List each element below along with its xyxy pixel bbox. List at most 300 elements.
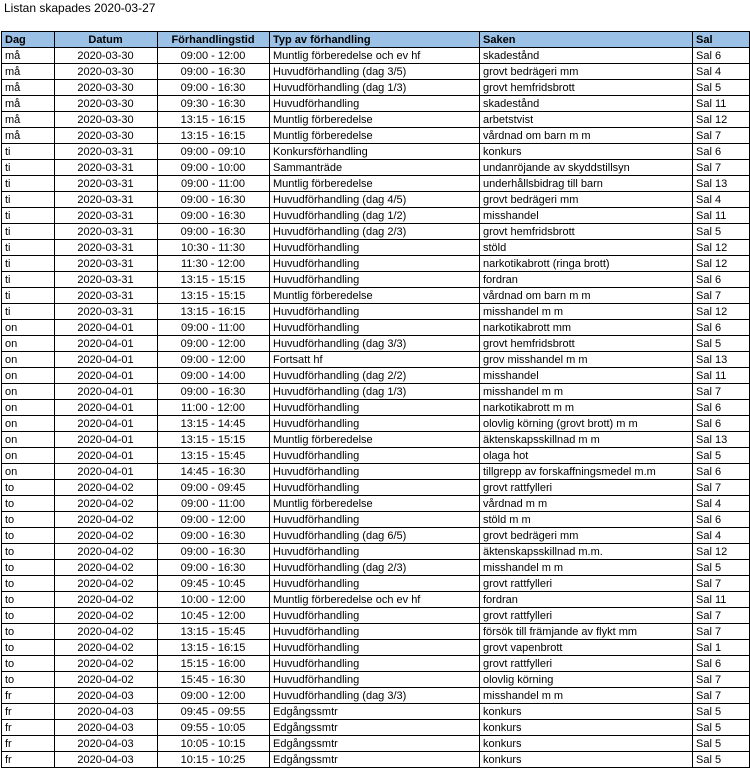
cell-sal: Sal 6 [693, 320, 750, 336]
cell-sal: Sal 7 [693, 288, 750, 304]
cell-saken: narkotikabrott (ringa brott) [480, 256, 693, 272]
table-row [2, 400, 750, 416]
table-row [2, 720, 750, 736]
cell-forhandlingstid: 13:15 - 15:15 [158, 272, 270, 288]
table-row [2, 480, 750, 496]
cell-dag: on [2, 368, 55, 384]
cell-saken: grovt rattfylleri [480, 480, 693, 496]
table-row [2, 96, 750, 112]
column-header-forhandlingstid: Förhandlingstid [158, 32, 270, 48]
cell-forhandlingstid: 10:05 - 10:15 [158, 736, 270, 752]
cell-saken: äktenskapsskillnad m m [480, 432, 693, 448]
cell-saken: konkurs [480, 752, 693, 768]
cell-dag: to [2, 592, 55, 608]
table-row [2, 672, 750, 688]
cell-saken: grovt hemfridsbrott [480, 224, 693, 240]
table-row [2, 208, 750, 224]
cell-datum: 2020-04-02 [55, 672, 158, 688]
cell-dag: ti [2, 144, 55, 160]
cell-forhandlingstid: 13:15 - 15:45 [158, 624, 270, 640]
table-row [2, 304, 750, 320]
cell-datum: 2020-04-02 [55, 624, 158, 640]
cell-typ: Edgångssmtr [270, 704, 480, 720]
cell-typ: Muntlig förberedelse [270, 112, 480, 128]
cell-saken: grovt bedrägeri mm [480, 192, 693, 208]
cell-sal: Sal 12 [693, 304, 750, 320]
table-row [2, 528, 750, 544]
table-row [2, 592, 750, 608]
cell-sal: Sal 6 [693, 272, 750, 288]
cell-sal: Sal 4 [693, 192, 750, 208]
cell-sal: Sal 7 [693, 672, 750, 688]
cell-typ: Huvudförhandling [270, 656, 480, 672]
column-header-typ: Typ av förhandling [270, 32, 480, 48]
cell-typ: Edgångssmtr [270, 720, 480, 736]
cell-forhandlingstid: 13:15 - 16:15 [158, 640, 270, 656]
cell-saken: vårdnad m m [480, 496, 693, 512]
cell-typ: Huvudförhandling (dag 2/2) [270, 368, 480, 384]
cell-datum: 2020-03-30 [55, 128, 158, 144]
cell-dag: to [2, 576, 55, 592]
cell-typ: Huvudförhandling [270, 464, 480, 480]
cell-sal: Sal 7 [693, 624, 750, 640]
cell-dag: må [2, 48, 55, 64]
cell-dag: on [2, 352, 55, 368]
cell-datum: 2020-04-01 [55, 352, 158, 368]
cell-datum: 2020-04-01 [55, 336, 158, 352]
cell-dag: ti [2, 272, 55, 288]
cell-dag: fr [2, 688, 55, 704]
cell-typ: Muntlig förberedelse [270, 176, 480, 192]
cell-saken: arbetstvist [480, 112, 693, 128]
table-row [2, 752, 750, 768]
cell-forhandlingstid: 09:00 - 16:30 [158, 528, 270, 544]
cell-dag: to [2, 544, 55, 560]
cell-forhandlingstid: 10:45 - 12:00 [158, 608, 270, 624]
cell-datum: 2020-03-31 [55, 224, 158, 240]
cell-datum: 2020-04-03 [55, 688, 158, 704]
cell-typ: Huvudförhandling (dag 3/3) [270, 688, 480, 704]
cell-sal: Sal 5 [693, 448, 750, 464]
table-row [2, 224, 750, 240]
cell-sal: Sal 6 [693, 48, 750, 64]
cell-sal: Sal 7 [693, 608, 750, 624]
cell-sal: Sal 13 [693, 432, 750, 448]
cell-typ: Muntlig förberedelse och ev hf [270, 592, 480, 608]
cell-typ: Huvudförhandling (dag 2/3) [270, 560, 480, 576]
cell-datum: 2020-03-31 [55, 288, 158, 304]
cell-dag: fr [2, 704, 55, 720]
cell-saken: konkurs [480, 704, 693, 720]
cell-saken: grovt rattfylleri [480, 656, 693, 672]
cell-datum: 2020-04-03 [55, 704, 158, 720]
cell-typ: Muntlig förberedelse [270, 128, 480, 144]
cell-saken: skadestånd [480, 48, 693, 64]
cell-saken: misshandel [480, 368, 693, 384]
cell-saken: konkurs [480, 736, 693, 752]
cell-typ: Huvudförhandling [270, 672, 480, 688]
table-row [2, 416, 750, 432]
cell-typ: Huvudförhandling (dag 3/5) [270, 64, 480, 80]
cell-typ: Huvudförhandling [270, 320, 480, 336]
table-row [2, 608, 750, 624]
cell-saken: försök till främjande av flykt mm [480, 624, 693, 640]
table-row [2, 48, 750, 64]
cell-saken: fordran [480, 592, 693, 608]
cell-dag: to [2, 480, 55, 496]
cell-sal: Sal 12 [693, 112, 750, 128]
cell-dag: ti [2, 160, 55, 176]
cell-datum: 2020-04-02 [55, 576, 158, 592]
table-row [2, 240, 750, 256]
cell-datum: 2020-04-02 [55, 640, 158, 656]
cell-dag: ti [2, 208, 55, 224]
column-header-sal: Sal [693, 32, 750, 48]
table-row [2, 160, 750, 176]
cell-sal: Sal 5 [693, 704, 750, 720]
cell-datum: 2020-04-02 [55, 528, 158, 544]
table-row [2, 256, 750, 272]
cell-saken: äktenskapsskillnad m.m. [480, 544, 693, 560]
table-body [2, 48, 750, 768]
cell-datum: 2020-03-31 [55, 208, 158, 224]
cell-sal: Sal 5 [693, 736, 750, 752]
cell-forhandlingstid: 10:30 - 11:30 [158, 240, 270, 256]
cell-forhandlingstid: 11:00 - 12:00 [158, 400, 270, 416]
cell-datum: 2020-04-01 [55, 368, 158, 384]
cell-forhandlingstid: 15:15 - 16:00 [158, 656, 270, 672]
cell-typ: Huvudförhandling [270, 96, 480, 112]
cell-typ: Huvudförhandling [270, 640, 480, 656]
cell-saken: tillgrepp av forskaffningsmedel m.m [480, 464, 693, 480]
cell-sal: Sal 6 [693, 416, 750, 432]
cell-dag: ti [2, 304, 55, 320]
table-row [2, 288, 750, 304]
cell-datum: 2020-04-01 [55, 432, 158, 448]
table-row [2, 688, 750, 704]
table-row [2, 512, 750, 528]
cell-dag: må [2, 80, 55, 96]
cell-dag: on [2, 448, 55, 464]
cell-sal: Sal 5 [693, 752, 750, 768]
cell-saken: konkurs [480, 720, 693, 736]
cell-sal: Sal 12 [693, 544, 750, 560]
table-row [2, 112, 750, 128]
cell-saken: konkurs [480, 144, 693, 160]
table-row [2, 496, 750, 512]
column-header-saken: Saken [480, 32, 693, 48]
cell-datum: 2020-03-31 [55, 240, 158, 256]
table-row [2, 64, 750, 80]
table-row [2, 144, 750, 160]
cell-datum: 2020-04-03 [55, 720, 158, 736]
cell-forhandlingstid: 11:30 - 12:00 [158, 256, 270, 272]
cell-datum: 2020-04-02 [55, 608, 158, 624]
cell-sal: Sal 11 [693, 96, 750, 112]
cell-typ: Muntlig förberedelse [270, 432, 480, 448]
cell-forhandlingstid: 10:15 - 10:25 [158, 752, 270, 768]
cell-typ: Edgångssmtr [270, 752, 480, 768]
table-row [2, 368, 750, 384]
cell-typ: Huvudförhandling (dag 1/3) [270, 80, 480, 96]
cell-typ: Muntlig förberedelse [270, 496, 480, 512]
cell-datum: 2020-04-02 [55, 512, 158, 528]
cell-forhandlingstid: 13:15 - 14:45 [158, 416, 270, 432]
cell-datum: 2020-03-31 [55, 256, 158, 272]
cell-saken: grovt rattfylleri [480, 576, 693, 592]
cell-forhandlingstid: 09:00 - 09:45 [158, 480, 270, 496]
cell-datum: 2020-04-01 [55, 320, 158, 336]
cell-datum: 2020-04-01 [55, 464, 158, 480]
cell-sal: Sal 11 [693, 208, 750, 224]
cell-forhandlingstid: 09:00 - 12:00 [158, 48, 270, 64]
cell-dag: to [2, 656, 55, 672]
cell-typ: Muntlig förberedelse [270, 288, 480, 304]
table-row [2, 128, 750, 144]
cell-dag: ti [2, 288, 55, 304]
cell-dag: to [2, 528, 55, 544]
cell-saken: misshandel m m [480, 304, 693, 320]
cell-datum: 2020-04-02 [55, 560, 158, 576]
cell-datum: 2020-04-02 [55, 592, 158, 608]
cell-typ: Fortsatt hf [270, 352, 480, 368]
cell-sal: Sal 12 [693, 256, 750, 272]
cell-forhandlingstid: 09:55 - 10:05 [158, 720, 270, 736]
cell-saken: narkotikabrott m m [480, 400, 693, 416]
cell-typ: Konkursförhandling [270, 144, 480, 160]
cell-forhandlingstid: 13:15 - 16:15 [158, 112, 270, 128]
cell-saken: grovt bedrägeri mm [480, 64, 693, 80]
cell-datum: 2020-04-02 [55, 496, 158, 512]
cell-typ: Huvudförhandling (dag 2/3) [270, 224, 480, 240]
cell-datum: 2020-04-02 [55, 544, 158, 560]
cell-forhandlingstid: 09:00 - 11:00 [158, 176, 270, 192]
cell-dag: to [2, 608, 55, 624]
cell-dag: ti [2, 256, 55, 272]
cell-saken: misshandel m m [480, 688, 693, 704]
cell-saken: grovt hemfridsbrott [480, 80, 693, 96]
cell-saken: olovlig körning [480, 672, 693, 688]
cell-typ: Muntlig förberedelse och ev hf [270, 48, 480, 64]
table-header-row [2, 32, 750, 48]
cell-datum: 2020-04-01 [55, 416, 158, 432]
cell-forhandlingstid: 09:00 - 11:00 [158, 496, 270, 512]
cell-sal: Sal 7 [693, 480, 750, 496]
cell-dag: on [2, 400, 55, 416]
cell-forhandlingstid: 09:00 - 16:30 [158, 560, 270, 576]
cell-saken: olovlig körning (grovt brott) m m [480, 416, 693, 432]
cell-sal: Sal 12 [693, 240, 750, 256]
cell-datum: 2020-04-03 [55, 752, 158, 768]
cell-sal: Sal 6 [693, 464, 750, 480]
cell-typ: Huvudförhandling [270, 304, 480, 320]
hearing-schedule-table [1, 31, 750, 768]
cell-dag: fr [2, 736, 55, 752]
cell-saken: grovt bedrägeri mm [480, 528, 693, 544]
cell-dag: on [2, 384, 55, 400]
cell-saken: stöld [480, 240, 693, 256]
cell-forhandlingstid: 09:00 - 14:00 [158, 368, 270, 384]
cell-sal: Sal 4 [693, 496, 750, 512]
cell-forhandlingstid: 09:00 - 16:30 [158, 64, 270, 80]
cell-sal: Sal 11 [693, 592, 750, 608]
table-row [2, 336, 750, 352]
cell-typ: Huvudförhandling [270, 512, 480, 528]
table-row [2, 192, 750, 208]
cell-forhandlingstid: 09:00 - 12:00 [158, 336, 270, 352]
cell-forhandlingstid: 09:00 - 10:00 [158, 160, 270, 176]
cell-typ: Huvudförhandling [270, 272, 480, 288]
cell-dag: on [2, 416, 55, 432]
cell-datum: 2020-04-01 [55, 448, 158, 464]
table-row [2, 432, 750, 448]
cell-forhandlingstid: 09:00 - 11:00 [158, 320, 270, 336]
cell-forhandlingstid: 09:00 - 16:30 [158, 80, 270, 96]
cell-dag: ti [2, 192, 55, 208]
cell-forhandlingstid: 13:15 - 15:15 [158, 288, 270, 304]
table-row [2, 624, 750, 640]
cell-datum: 2020-04-01 [55, 384, 158, 400]
cell-dag: må [2, 96, 55, 112]
cell-datum: 2020-04-02 [55, 480, 158, 496]
cell-datum: 2020-03-30 [55, 96, 158, 112]
cell-sal: Sal 13 [693, 352, 750, 368]
cell-saken: vårdnad om barn m m [480, 128, 693, 144]
cell-typ: Huvudförhandling (dag 4/5) [270, 192, 480, 208]
cell-typ: Huvudförhandling (dag 1/2) [270, 208, 480, 224]
cell-forhandlingstid: 09:00 - 16:30 [158, 224, 270, 240]
cell-typ: Huvudförhandling [270, 480, 480, 496]
table-row [2, 656, 750, 672]
cell-sal: Sal 5 [693, 720, 750, 736]
cell-forhandlingstid: 13:15 - 15:15 [158, 432, 270, 448]
cell-dag: on [2, 336, 55, 352]
cell-saken: fordran [480, 272, 693, 288]
table-row [2, 320, 750, 336]
cell-datum: 2020-03-31 [55, 160, 158, 176]
cell-forhandlingstid: 09:00 - 12:00 [158, 688, 270, 704]
cell-forhandlingstid: 09:00 - 09:10 [158, 144, 270, 160]
cell-forhandlingstid: 09:00 - 12:00 [158, 512, 270, 528]
column-header-datum: Datum [55, 32, 158, 48]
cell-dag: må [2, 128, 55, 144]
table-row [2, 560, 750, 576]
cell-sal: Sal 11 [693, 368, 750, 384]
cell-dag: fr [2, 720, 55, 736]
cell-forhandlingstid: 09:00 - 16:30 [158, 544, 270, 560]
cell-saken: stöld m m [480, 512, 693, 528]
cell-forhandlingstid: 09:00 - 16:30 [158, 384, 270, 400]
table-row [2, 352, 750, 368]
cell-dag: ti [2, 224, 55, 240]
cell-typ: Sammanträde [270, 160, 480, 176]
table-row [2, 640, 750, 656]
cell-dag: to [2, 624, 55, 640]
table-row [2, 448, 750, 464]
cell-dag: to [2, 496, 55, 512]
cell-sal: Sal 5 [693, 80, 750, 96]
cell-forhandlingstid: 09:45 - 09:55 [158, 704, 270, 720]
cell-forhandlingstid: 14:45 - 16:30 [158, 464, 270, 480]
table-row [2, 176, 750, 192]
cell-sal: Sal 5 [693, 336, 750, 352]
cell-sal: Sal 13 [693, 176, 750, 192]
cell-typ: Huvudförhandling [270, 608, 480, 624]
cell-saken: grovt rattfylleri [480, 608, 693, 624]
cell-sal: Sal 6 [693, 512, 750, 528]
cell-saken: grov misshandel m m [480, 352, 693, 368]
cell-forhandlingstid: 09:45 - 10:45 [158, 576, 270, 592]
cell-typ: Huvudförhandling [270, 624, 480, 640]
cell-sal: Sal 6 [693, 144, 750, 160]
cell-saken: underhållsbidrag till barn [480, 176, 693, 192]
cell-typ: Huvudförhandling [270, 416, 480, 432]
table-row [2, 736, 750, 752]
cell-datum: 2020-03-30 [55, 112, 158, 128]
cell-sal: Sal 4 [693, 528, 750, 544]
cell-typ: Huvudförhandling [270, 576, 480, 592]
cell-forhandlingstid: 13:15 - 16:15 [158, 304, 270, 320]
cell-datum: 2020-03-31 [55, 144, 158, 160]
column-header-dag: Dag [2, 32, 55, 48]
cell-datum: 2020-04-02 [55, 656, 158, 672]
cell-sal: Sal 7 [693, 384, 750, 400]
cell-sal: Sal 7 [693, 688, 750, 704]
cell-saken: misshandel m m [480, 560, 693, 576]
cell-sal: Sal 5 [693, 224, 750, 240]
table-row [2, 544, 750, 560]
cell-saken: misshandel m m [480, 384, 693, 400]
cell-forhandlingstid: 09:30 - 16:30 [158, 96, 270, 112]
cell-dag: to [2, 560, 55, 576]
cell-forhandlingstid: 13:15 - 16:15 [158, 128, 270, 144]
cell-dag: on [2, 464, 55, 480]
cell-saken: skadestånd [480, 96, 693, 112]
cell-typ: Huvudförhandling [270, 240, 480, 256]
cell-typ: Huvudförhandling (dag 1/3) [270, 384, 480, 400]
cell-typ: Huvudförhandling [270, 544, 480, 560]
table-row [2, 464, 750, 480]
table-row [2, 384, 750, 400]
cell-typ: Huvudförhandling [270, 400, 480, 416]
cell-datum: 2020-03-31 [55, 272, 158, 288]
cell-saken: vårdnad om barn m m [480, 288, 693, 304]
cell-datum: 2020-03-31 [55, 192, 158, 208]
cell-typ: Huvudförhandling [270, 448, 480, 464]
cell-dag: fr [2, 752, 55, 768]
cell-dag: to [2, 672, 55, 688]
cell-forhandlingstid: 09:00 - 16:30 [158, 208, 270, 224]
cell-dag: ti [2, 176, 55, 192]
page-title: Listan skapades 2020-03-27 [4, 1, 156, 15]
cell-sal: Sal 5 [693, 560, 750, 576]
cell-sal: Sal 7 [693, 160, 750, 176]
cell-saken: olaga hot [480, 448, 693, 464]
cell-dag: ti [2, 240, 55, 256]
cell-saken: misshandel [480, 208, 693, 224]
table-row [2, 704, 750, 720]
cell-sal: Sal 7 [693, 128, 750, 144]
cell-dag: må [2, 64, 55, 80]
cell-dag: to [2, 640, 55, 656]
cell-saken: undanröjande av skyddstillsyn [480, 160, 693, 176]
cell-dag: to [2, 512, 55, 528]
cell-forhandlingstid: 10:00 - 12:00 [158, 592, 270, 608]
cell-sal: Sal 7 [693, 576, 750, 592]
cell-typ: Huvudförhandling [270, 256, 480, 272]
cell-datum: 2020-03-30 [55, 64, 158, 80]
table-row [2, 576, 750, 592]
